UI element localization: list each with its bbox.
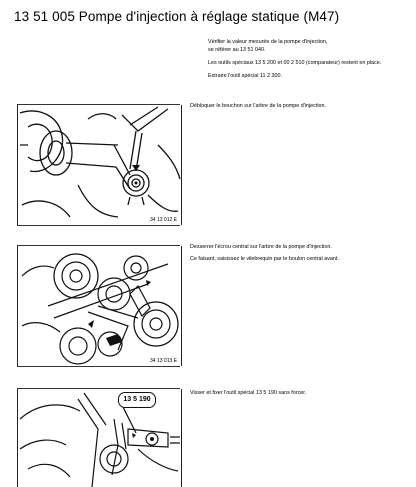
figure-rule-bottom — [17, 366, 180, 367]
step-2-text — [190, 244, 339, 268]
figure-1 — [17, 105, 182, 225]
step-3-line: Visser et fixer l'outil spécial 13 5 190 sans forcer. — [190, 390, 307, 396]
intro-line: Vérifier la valeur mesurée de la pompe d'injection, — [208, 39, 328, 45]
intro-text — [208, 39, 381, 86]
figure-code: 34 13 013 E — [150, 358, 177, 364]
step-1-text — [190, 103, 326, 115]
step-1-line: Débloquer le bouchon sur l'arbre de la pompe d'injection. — [190, 103, 327, 109]
figure-2-drawing — [18, 246, 181, 366]
step-2-line: Ce faisant, saisissez le vilebrequin par le boulon central avant. — [190, 256, 339, 262]
figure-code: 34 13 012 E — [150, 217, 177, 223]
intro-line: Extraire l'outil spécial 11 2 300. — [208, 73, 283, 79]
figure-2 — [17, 246, 182, 366]
figure-3 — [17, 389, 182, 487]
intro-line: se référer au 13 51 040. — [208, 47, 266, 53]
step-3-text — [190, 390, 306, 402]
figure-rule-bottom — [17, 225, 180, 226]
tool-number-tag: 13 5 190 — [118, 392, 156, 408]
figure-1-drawing — [18, 105, 181, 225]
page-title: 13 51 005 Pompe d'injection à réglage statique (M47) — [14, 9, 340, 24]
step-2-line: Desserrer l'écrou central sur l'arbre de la pompe d'injection. — [190, 244, 332, 250]
figure-3-drawing — [18, 389, 181, 487]
intro-line: Les outils spéciaux 13 5 200 et 00 2 510 (comparateur) restent en place. — [208, 60, 382, 66]
